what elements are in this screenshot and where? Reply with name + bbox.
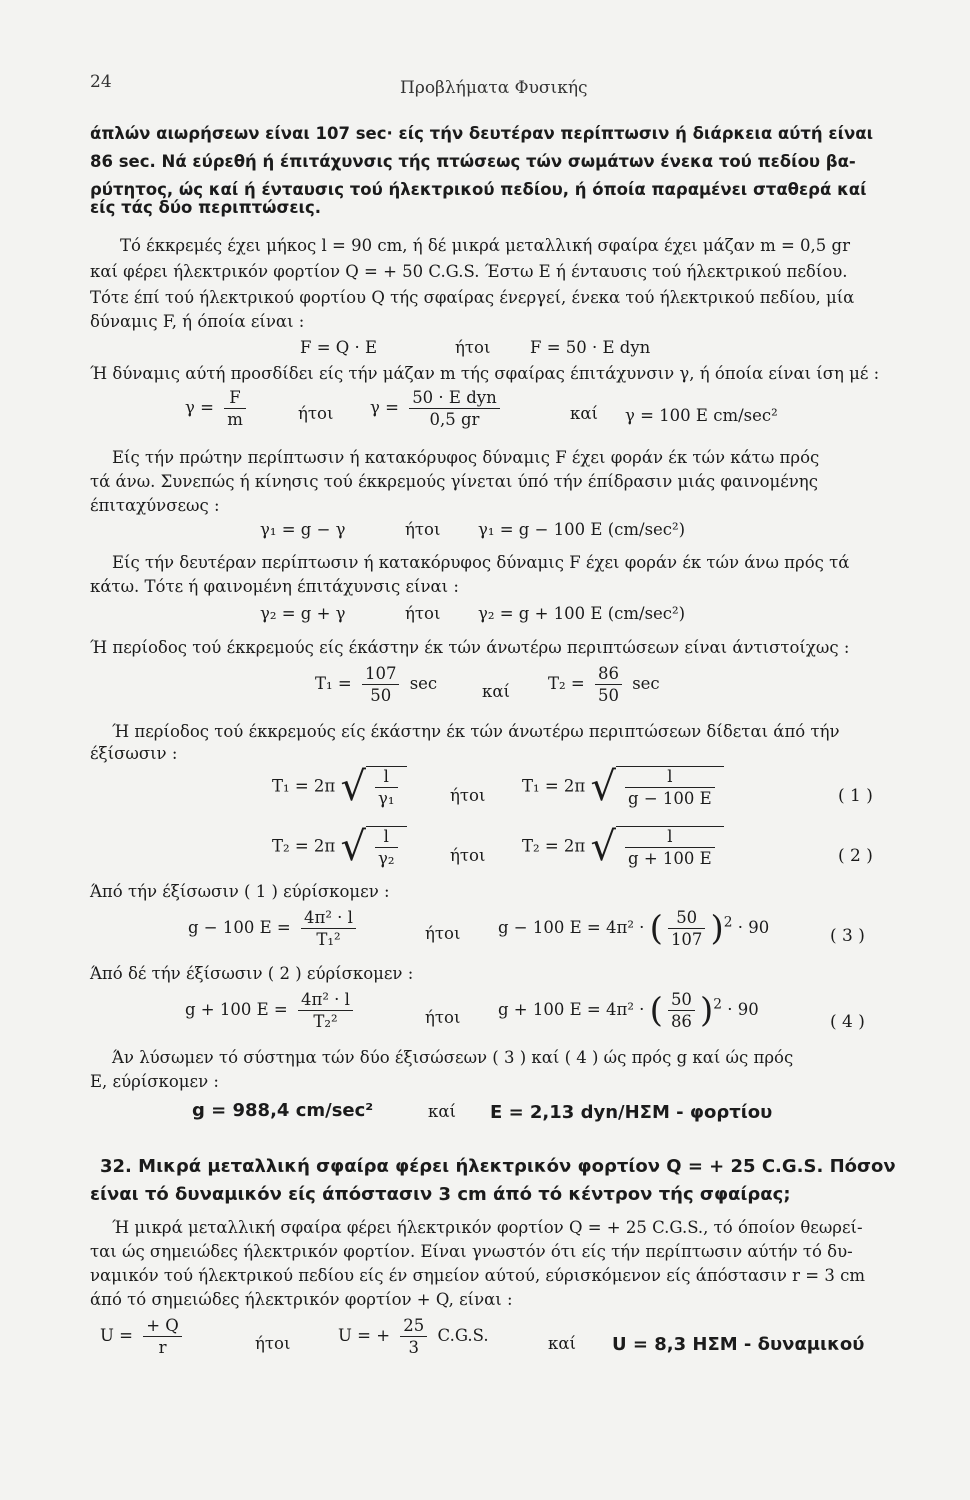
kai-word: καί [548,1334,576,1353]
equation-3-left: g − 100 E = $\frac{\text{4π² · l}}{\text{T₁²}}$ [188,908,361,949]
text-line: καί φέρει ήλεκτρικόν φορτίον Q = + 50 C.G.S. Έστω E ή ένταυσις τού ήλεκτρικού πεδίου. [90,262,848,281]
equation-gamma1: γ₁ = g − γ [260,520,346,539]
hetoi-word: ήτοι [455,338,491,357]
text-line: ναμικόν τού ήλεκτρικού πεδίου είς έν σημείον αύτού, εύρισκόμενον είς άπόστασιν r = 3 cm [90,1266,866,1285]
text-line: Άπό τήν έξίσωσιν ( 1 ) εύρίσκομεν : [90,882,390,901]
result-g: g = 988,4 cm/sec² [192,1100,374,1121]
equation-period-t2: T₂ = $\frac{86}{50}$ sec [548,664,660,705]
equation-2-left: T₂ = 2π √ $\frac{l}{\text{γ₂}}$ [272,826,407,868]
result-potential: U = 8,3 ΗΣΜ - δυναμικού [612,1334,865,1355]
equation-force: F = Q · E [300,338,378,357]
equation-number: ( 2 ) [838,846,873,866]
equation-gamma1-value: γ₁ = g − 100 E (cm/sec²) [478,520,686,539]
equation-4-right: g + 100 E = 4π² · ( $\frac{50}{86}$ )$^2$ · 90 [498,990,759,1031]
text-line: άπό τό σημειώδες ήλεκτρικόν φορτίον + Q, είναι : [90,1290,513,1309]
hetoi-word: ήτοι [298,404,334,423]
text-line: Ή περίοδος τού έκκρεμούς είς έκάστην έκ τών άνωτέρω περιπτώσεων δίδεται άπό τήν [112,722,840,741]
equation-period-t1: T₁ = $\frac{107}{50}$ sec [315,664,438,705]
hetoi-word: ήτοι [405,520,441,539]
equation-gamma-result: γ = 100 E cm/sec² [625,406,778,425]
hetoi-word: ήτοι [425,1008,461,1027]
text-line: έξίσωσιν : [90,744,178,763]
equation-number: ( 1 ) [838,786,873,806]
text-line: Τό έκκρεμές έχει μήκος l = 90 cm, ή δέ μικρά μεταλλική σφαίρα έχει μάζαν m = 0,5 gr [120,236,850,255]
kai-word: καί [482,682,510,701]
equation-3-right: g − 100 E = 4π² · ( $\frac{50}{107}$ )$^2$ · 90 [498,908,770,949]
page-number: 24 [90,72,112,92]
equation-1-right: T₁ = 2π √ $\frac{l}{g - 100 E}$ [522,766,724,808]
problem-32-title: είναι τό δυναμικόν είς άπόστασιν 3 cm άπό τό κέντρον τής σφαίρας; [90,1184,791,1205]
text-line: Άν λύσωμεν τό σύστημα τών δύο έξισώσεων ( 3 ) καί ( 4 ) ώς πρός g καί ώς πρός [112,1048,794,1067]
text-line: Είς τήν πρώτην περίπτωσιν ή κατακόρυφος δύναμις F έχει φοράν έκ τών κάτω πρός [112,448,820,467]
text-line: κάτω. Τότε ή φαινομένη έπιτάχυνσις είναι : [90,577,459,596]
kai-word: καί [570,404,598,423]
text-line: Άπό δέ τήν έξίσωσιν ( 2 ) εύρίσκομεν : [90,964,414,983]
hetoi-word: ήτοι [450,786,486,805]
text-line: Είς τήν δευτέραν περίπτωσιν ή κατακόρυφος δύναμις F έχει φοράν έκ τών άνω πρός τά [112,553,850,572]
equation-1-left: T₁ = 2π √ $\frac{l}{\text{γ₁}}$ [272,766,407,808]
hetoi-word: ήτοι [255,1334,291,1353]
intro-line: ρύτητος, ώς καί ή ένταυσις τού ήλεκτρικού πεδίου, ή όποία παραμένει σταθερά καί [90,180,867,199]
text-line: ται ώς σημειώδες ήλεκτρικόν φορτίον. Είναι γνωστόν ότι είς τήν περίπτωσιν αύτήν τό δυ- [90,1242,853,1261]
intro-line: άπλών αιωρήσεων είναι 107 sec· είς τήν δευτέραν περίπτωσιν ή διάρκεια αύτή είναι [90,124,874,143]
running-title: Προβλήματα Φυσικής [400,78,588,98]
text-line: δύναμις F, ή όποία είναι : [90,312,305,331]
hetoi-word: ήτοι [425,924,461,943]
text-line: Ή δύναμις αύτή προσδίδει είς τήν μάζαν m τής σφαίρας έπιτάχυνσιν γ, ή όποία είναι ίση μέ : [90,364,880,383]
equation-gamma: γ = $\frac{F}{m}$ [185,388,251,429]
text-line: έπιταχύνσεως : [90,496,220,515]
intro-line: 86 sec. Νά εύρεθή ή έπιτάχυνσις τής πτώσεως τών σωμάτων ένεκα τού πεδίου βα- [90,152,856,171]
text-line: E, εύρίσκομεν : [90,1072,219,1091]
equation-force-value: F = 50 · E dyn [530,338,651,357]
equation-number: ( 4 ) [830,1012,865,1032]
equation-potential-value: U = + $\frac{25}{3}$ C.G.S. [338,1316,489,1357]
hetoi-word: ήτοι [405,604,441,623]
hetoi-word: ήτοι [450,846,486,865]
equation-potential: U = $\frac{+ Q}{r}$ [100,1316,187,1357]
text-line: Ή μικρά μεταλλική σφαίρα φέρει ήλεκτρικόν φορτίον Q = + 25 C.G.S., τό όποίον θεωρεί- [112,1218,863,1237]
equation-gamma2: γ₂ = g + γ [260,604,346,623]
result-e: E = 2,13 dyn/ΗΣΜ - φορτίου [490,1102,773,1123]
kai-word: καί [428,1102,456,1121]
problem-32-title: 32. Μικρά μεταλλική σφαίρα φέρει ήλεκτρικόν φορτίον Q = + 25 C.G.S. Πόσον [100,1156,896,1177]
equation-4-left: g + 100 E = $\frac{\text{4π² · l}}{\text{T₂²}}$ [185,990,358,1031]
equation-2-right: T₂ = 2π √ $\frac{l}{g + 100 E}$ [522,826,724,868]
text-line: Ή περίοδος τού έκκρεμούς είς έκάστην έκ τών άνωτέρω περιπτώσεων είναι άντιστοίχως : [90,638,850,657]
equation-gamma2-value: γ₂ = g + 100 E (cm/sec²) [478,604,686,623]
equation-gamma-value: γ = $\frac{\text{50 · E dyn}}{0,5 gr}$ [370,388,505,429]
text-line: τά άνω. Συνεπώς ή κίνησις τού έκκρεμούς γίνεται ύπό τήν έπίδρασιν μιάς φαινομένης [90,472,818,491]
intro-line: είς τάς δύο περιπτώσεις. [90,198,321,217]
text-line: Τότε έπί τού ήλεκτρικού φορτίου Q τής σφαίρας ένεργεί, ένεκα τού ήλεκτρικού πεδίου, μία [90,288,855,307]
equation-number: ( 3 ) [830,926,865,946]
